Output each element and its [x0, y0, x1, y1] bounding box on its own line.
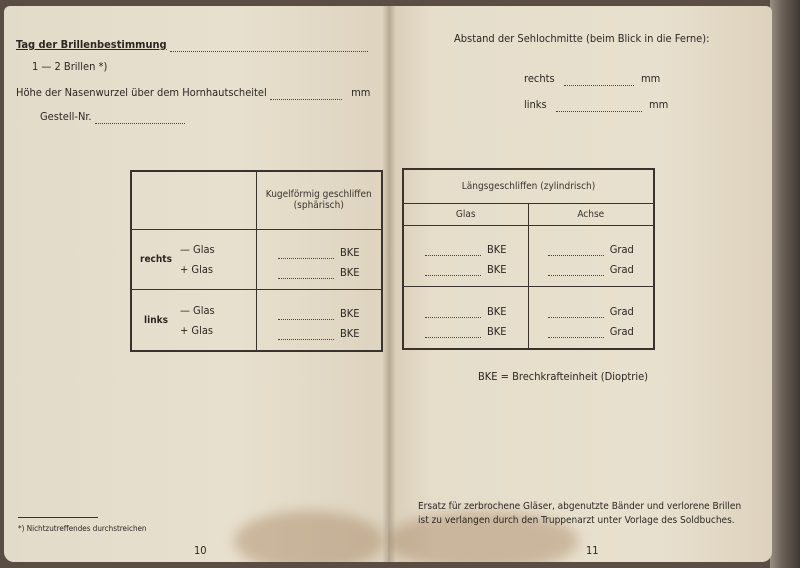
book-cover-edge: [770, 0, 800, 568]
cyl-achse-field[interactable]: [548, 266, 604, 276]
bke-unit: BKE: [339, 307, 360, 321]
cyl-row: [404, 298, 528, 318]
rechts-plus-value: [257, 259, 382, 279]
ersatz-line-2: ist zu verlangen durch den Truppenarzt unter Vorlage des Soldbuches.: [418, 515, 735, 526]
abstand-links-field[interactable]: [556, 102, 642, 112]
abstand-rechts-label: rechts: [524, 72, 555, 85]
rechts-row-labels: [131, 229, 256, 290]
cyl-row: [404, 236, 528, 256]
page-number-right: 11: [586, 544, 599, 557]
cyl-row: [529, 298, 654, 318]
cyl-row: [529, 318, 654, 338]
hoehe-label: Höhe der Nasenwurzel über dem Hornhautscheitel: [16, 86, 267, 99]
cyl-glas-field[interactable]: [425, 328, 481, 338]
cyl-achse-field[interactable]: [548, 246, 604, 256]
bke-unit: BKE: [339, 246, 360, 260]
col-achse-header: Achse: [528, 203, 654, 225]
cyl-glas-field[interactable]: [425, 246, 481, 256]
links-values: [256, 290, 382, 351]
links-plus-field[interactable]: [278, 330, 334, 340]
brillenbestimmung-field[interactable]: [170, 42, 368, 52]
page-left: [4, 6, 388, 562]
rechts-minus-glas: — Glas: [180, 242, 215, 256]
links-minus-glas: — Glas: [180, 303, 215, 317]
hoehe-line: [16, 86, 370, 100]
rechts-minus-value: [257, 239, 382, 259]
cylindrical-table-header: Längsgeschliffen (zylindrisch): [403, 169, 654, 203]
links-plus-value: [257, 320, 382, 340]
gestell-field[interactable]: [95, 114, 185, 124]
cyl-glas-field[interactable]: [425, 266, 481, 276]
cyl-achse-field[interactable]: [548, 328, 604, 338]
brillen-count: 1 — 2 Brillen *): [32, 60, 108, 73]
links-label: links: [144, 314, 168, 326]
rechts-values: [256, 229, 382, 290]
brillenbestimmung-label: Tag der Brillenbestimmung: [16, 38, 167, 51]
cyl-row: [529, 236, 654, 256]
ersatz-line-1: Ersatz für zerbrochene Gläser, abgenutzte Bänder und verlorene Brillen: [418, 501, 742, 512]
bke-unit: BKE: [339, 266, 360, 280]
abstand-rechts-field[interactable]: [564, 76, 634, 86]
rechts-achse-values: [528, 225, 654, 287]
links-plus-glas: + Glas: [180, 323, 214, 337]
water-stain: [234, 511, 384, 562]
abstand-label: Abstand der Sehlochmitte (beim Blick in die Ferne):: [454, 32, 710, 45]
book-spine: [382, 6, 396, 562]
bke-unit: BKE: [339, 327, 360, 341]
spherical-table: [130, 170, 383, 352]
links-minus-field[interactable]: [278, 310, 334, 320]
abstand-links-label: links: [524, 98, 547, 111]
hoehe-field[interactable]: [270, 90, 342, 100]
links-row-labels: [131, 290, 256, 351]
mm-unit: mm: [648, 98, 669, 111]
rechts-plus-glas: + Glas: [180, 262, 214, 276]
abstand-links-line: [524, 98, 668, 112]
cyl-achse-field[interactable]: [548, 308, 604, 318]
spherical-table-header: Kugelförmig geschliffen (sphärisch): [256, 171, 382, 229]
rechts-glas-values: [403, 225, 528, 287]
cyl-row: [404, 318, 528, 338]
page-right: [388, 6, 772, 562]
gestell-line: [40, 110, 185, 124]
spherical-table-corner: [131, 171, 256, 229]
bke-unit: BKE: [486, 324, 507, 338]
page-number-left: 10: [194, 544, 207, 557]
rechts-label: rechts: [140, 253, 172, 265]
links-minus-value: [257, 300, 382, 320]
brillenbestimmung-line: [16, 38, 368, 52]
col-glas-header: Glas: [403, 203, 528, 225]
bke-unit: BKE: [486, 262, 507, 276]
grad-unit: Grad: [609, 262, 634, 276]
bke-unit: BKE: [486, 242, 507, 256]
cyl-glas-field[interactable]: [425, 308, 481, 318]
cylindrical-table: [402, 168, 655, 350]
hoehe-unit: mm: [351, 86, 371, 99]
footnote: *) Nichtzutreffendes durchstreichen: [18, 524, 147, 533]
links-glas-values: [403, 287, 528, 349]
grad-unit: Grad: [609, 242, 634, 256]
links-achse-values: [528, 287, 654, 349]
abstand-rechts-line: [524, 72, 660, 86]
mm-unit: mm: [640, 72, 661, 85]
rechts-minus-field[interactable]: [278, 249, 334, 259]
footnote-rule: [18, 517, 98, 518]
grad-unit: Grad: [609, 304, 634, 318]
bke-definition: BKE = Brechkrafteinheit (Dioptrie): [478, 370, 649, 383]
grad-unit: Grad: [609, 324, 634, 338]
cyl-row: [404, 256, 528, 276]
cyl-row: [529, 256, 654, 276]
bke-unit: BKE: [486, 304, 507, 318]
gestell-label: Gestell-Nr.: [40, 110, 92, 123]
rechts-plus-field[interactable]: [278, 269, 334, 279]
